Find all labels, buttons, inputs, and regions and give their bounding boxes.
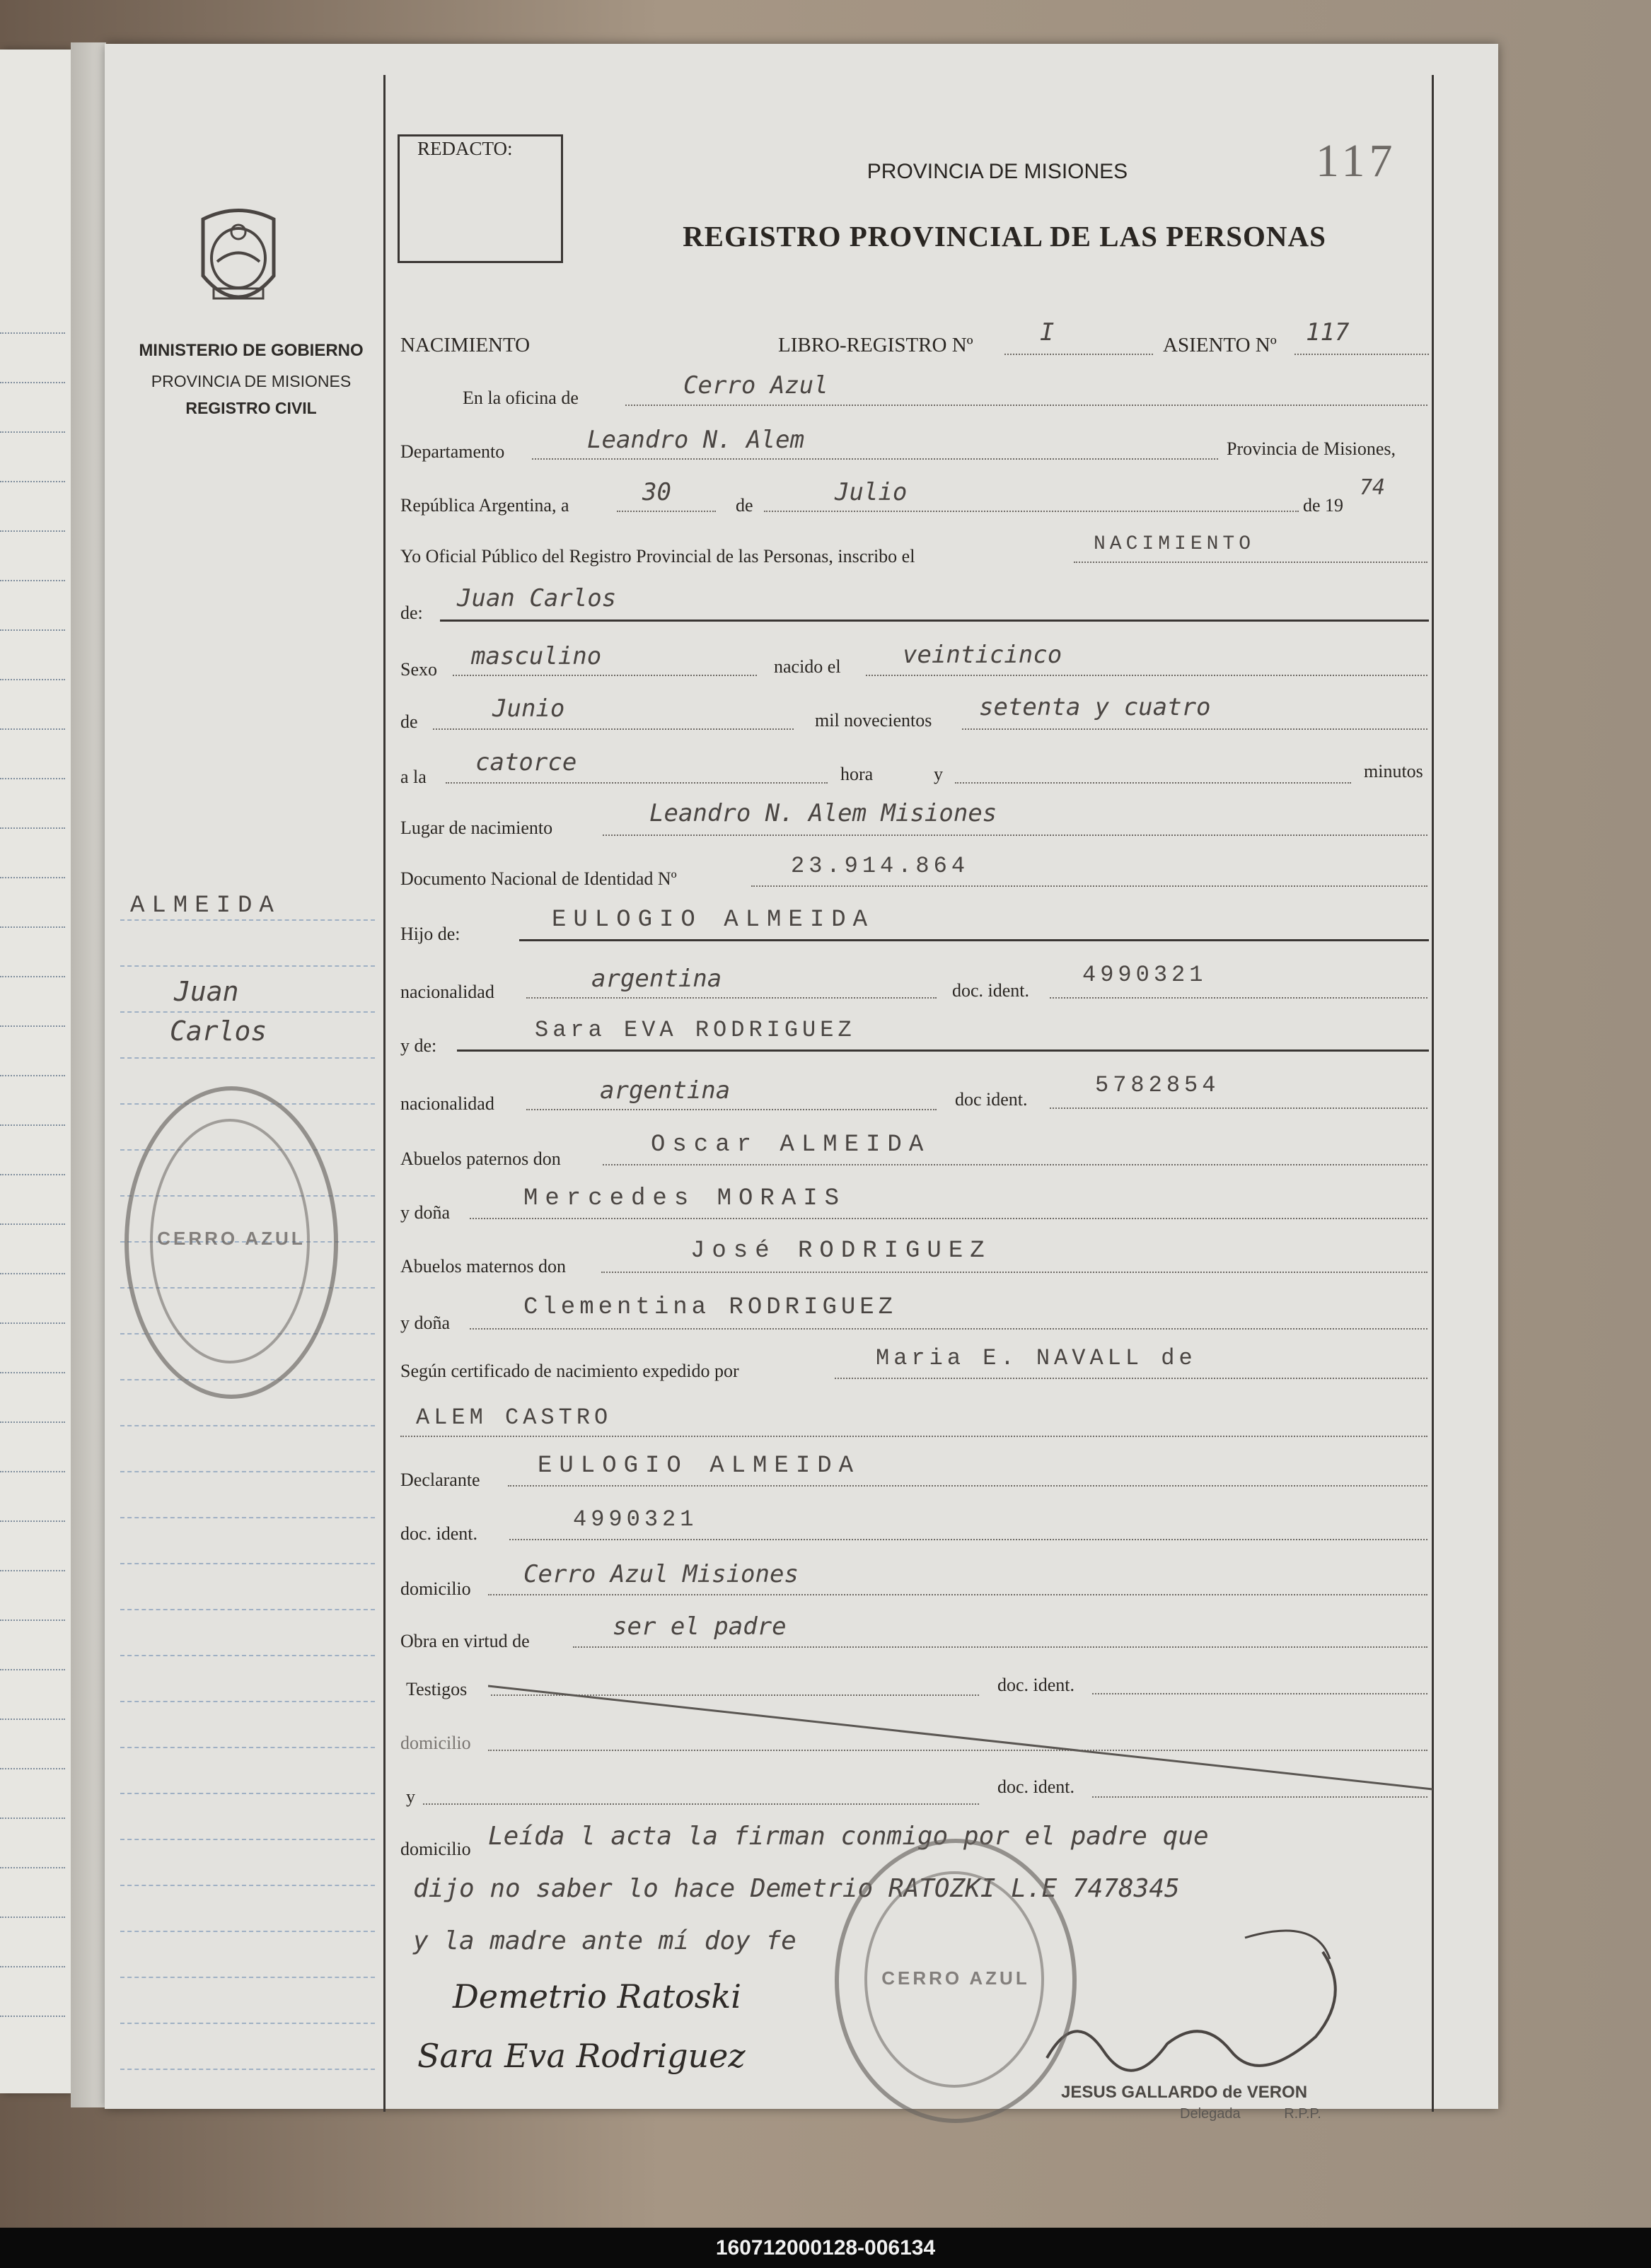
abmat-label: Abuelos maternos don — [400, 1256, 566, 1277]
abmat-value: José RODRIGUEZ — [690, 1238, 992, 1264]
margin-given-1: Juan — [174, 976, 239, 1007]
asiento-value: 117 — [1306, 318, 1350, 347]
departamento-label: Departamento — [400, 441, 505, 462]
abmat2-value: Clementina RODRIGUEZ — [523, 1294, 898, 1321]
docid1-label: doc. ident. — [952, 980, 1030, 1001]
dia-value: 30 — [642, 478, 671, 506]
sexo-label: Sexo — [400, 659, 437, 680]
y-label: y — [934, 764, 943, 784]
nac1-label: nacionalidad — [400, 982, 494, 1002]
hora-value: catorce — [475, 748, 577, 777]
sexo-value: masculino — [471, 642, 602, 670]
de-label: de — [736, 495, 753, 516]
anio-nac-value: setenta y cuatro — [979, 693, 1211, 721]
facing-page — [0, 50, 71, 2093]
asiento-label: ASIENTO Nº — [1163, 334, 1277, 356]
de3-label: de — [400, 711, 418, 732]
obs-line-2: dijo no saber lo hace Demetrio RATOZKI L.E 7478345 — [413, 1874, 1180, 1903]
signature-father: Demetrio Ratoski — [453, 1977, 741, 2016]
oficial-label: Yo Oficial Público del Registro Provincial de las Personas, inscribo el — [400, 546, 915, 566]
coat-of-arms-icon — [192, 205, 284, 318]
image-caption: 160712000128-006134 — [715, 2236, 936, 2260]
margin-seal-text: CERRO AZUL — [157, 1227, 306, 1249]
docid3-value: 4990321 — [573, 1506, 698, 1533]
form-right-border — [1432, 75, 1434, 2112]
docid4-label: doc. ident. — [997, 1675, 1075, 1695]
docid2-value: 5782854 — [1095, 1072, 1220, 1098]
margin-given-2: Carlos — [170, 1016, 267, 1047]
margin-surname: ALMEIDA — [130, 892, 281, 919]
libro-label: LIBRO-REGISTRO Nº — [778, 334, 973, 356]
docid2-label: doc ident. — [955, 1089, 1028, 1110]
abpat2-value: Mercedes MORAIS — [523, 1185, 847, 1212]
docid1-value: 4990321 — [1082, 962, 1207, 988]
signer-role-row — [1180, 2106, 1321, 2122]
cert-label: Según certificado de nacimiento expedido por — [400, 1361, 739, 1381]
spine-shadow — [71, 42, 106, 2107]
y2-label: y — [406, 1786, 415, 1807]
ala-label: a la — [400, 767, 427, 787]
provincia-suffix: Provincia de Misiones, — [1227, 438, 1396, 459]
registry-title: REGISTRO PROVINCIAL DE LAS PERSONAS — [683, 220, 1326, 252]
mes-value: Julio — [835, 478, 908, 506]
nacimiento-label: NACIMIENTO — [400, 334, 531, 356]
hijo-label: Hijo de: — [400, 924, 460, 944]
anio-value: 74 — [1360, 475, 1386, 500]
domicilio3-label: domicilio — [400, 1839, 471, 1859]
obs-line-3: y la madre ante mí doy fe — [413, 1926, 796, 1955]
hora-label: hora — [840, 764, 874, 784]
cert-value-2: ALEM CASTRO — [416, 1405, 613, 1431]
margin-ministry: MINISTERIO DE GOBIERNO — [139, 341, 364, 360]
redacto-label: REDACTO: — [417, 138, 513, 159]
testigos-label: Testigos — [406, 1679, 468, 1699]
lugar-label: Lugar de nacimiento — [400, 818, 553, 838]
signer-name: JESUS GALLARDO de VERON — [1061, 2083, 1308, 2102]
nac2-label: nacionalidad — [400, 1093, 494, 1114]
domicilio2-label: domicilio — [400, 1733, 471, 1753]
official-seal — [835, 1839, 1077, 2123]
madre-value: Sara EVA RODRIGUEZ — [535, 1017, 856, 1043]
docid5-label: doc. ident. — [997, 1776, 1075, 1797]
docid3-label: doc. ident. — [400, 1523, 478, 1544]
nombre-value: Juan Carlos — [457, 584, 617, 612]
page-number: 117 — [1316, 135, 1397, 187]
cert-value: Maria E. NAVALL de — [876, 1345, 1197, 1371]
ydona1-label: y doña — [400, 1202, 451, 1223]
obra-value: ser el padre — [613, 1612, 787, 1641]
nac2-value: argentina — [600, 1076, 731, 1105]
declarante-label: Declarante — [400, 1470, 480, 1490]
domicilio1-value: Cerro Azul Misiones — [523, 1560, 799, 1588]
obs-line-1: Leída l acta la firman conmigo por el padre que — [488, 1822, 1209, 1851]
dni-value: 23.914.864 — [791, 853, 970, 879]
declarante-value: EULOGIO ALMEIDA — [538, 1453, 861, 1479]
ydona2-label: y doña — [400, 1313, 451, 1333]
signature-mother: Sara Eva Rodriguez — [417, 2037, 746, 2075]
obra-label: Obra en virtud de — [400, 1631, 530, 1651]
yde-label: y de: — [400, 1035, 437, 1056]
signer-org: R.P.P. — [1284, 2106, 1321, 2122]
libro-value: I — [1040, 318, 1055, 347]
abpat-value: Oscar ALMEIDA — [651, 1132, 931, 1158]
official-seal-text: CERRO AZUL — [881, 1967, 1030, 1989]
oficina-value: Cerro Azul — [683, 371, 828, 400]
padre-value: EULOGIO ALMEIDA — [552, 907, 875, 934]
margin-seal — [124, 1086, 338, 1399]
dni-label: Documento Nacional de Identidad Nº — [400, 868, 677, 889]
nacido-value: veinticinco — [903, 641, 1062, 669]
mes-nac-value: Junio — [492, 694, 565, 723]
lugar-value: Leandro N. Alem Misiones — [649, 799, 997, 827]
nac1-value: argentina — [591, 965, 722, 993]
strike-through-line — [488, 1683, 1436, 1796]
margin-registry: REGISTRO CIVIL — [185, 399, 317, 417]
abpat-label: Abuelos paternos don — [400, 1148, 561, 1169]
province-title: PROVINCIA DE MISIONES — [867, 160, 1128, 183]
oficial-value: NACIMIENTO — [1094, 533, 1256, 555]
republica-label: República Argentina, a — [400, 495, 569, 516]
de2-label: de: — [400, 603, 423, 623]
mil-label: mil novecientos — [815, 710, 932, 731]
domicilio1-label: domicilio — [400, 1578, 471, 1599]
anio-prefix: de 19 — [1303, 495, 1344, 516]
minutos-label: minutos — [1364, 761, 1423, 781]
oficina-label: En la oficina de — [463, 388, 579, 408]
departamento-value: Leandro N. Alem — [587, 426, 805, 454]
signer-role: Delegada — [1180, 2106, 1241, 2122]
margin-province: PROVINCIA DE MISIONES — [151, 372, 352, 390]
nacido-label: nacido el — [774, 656, 841, 677]
